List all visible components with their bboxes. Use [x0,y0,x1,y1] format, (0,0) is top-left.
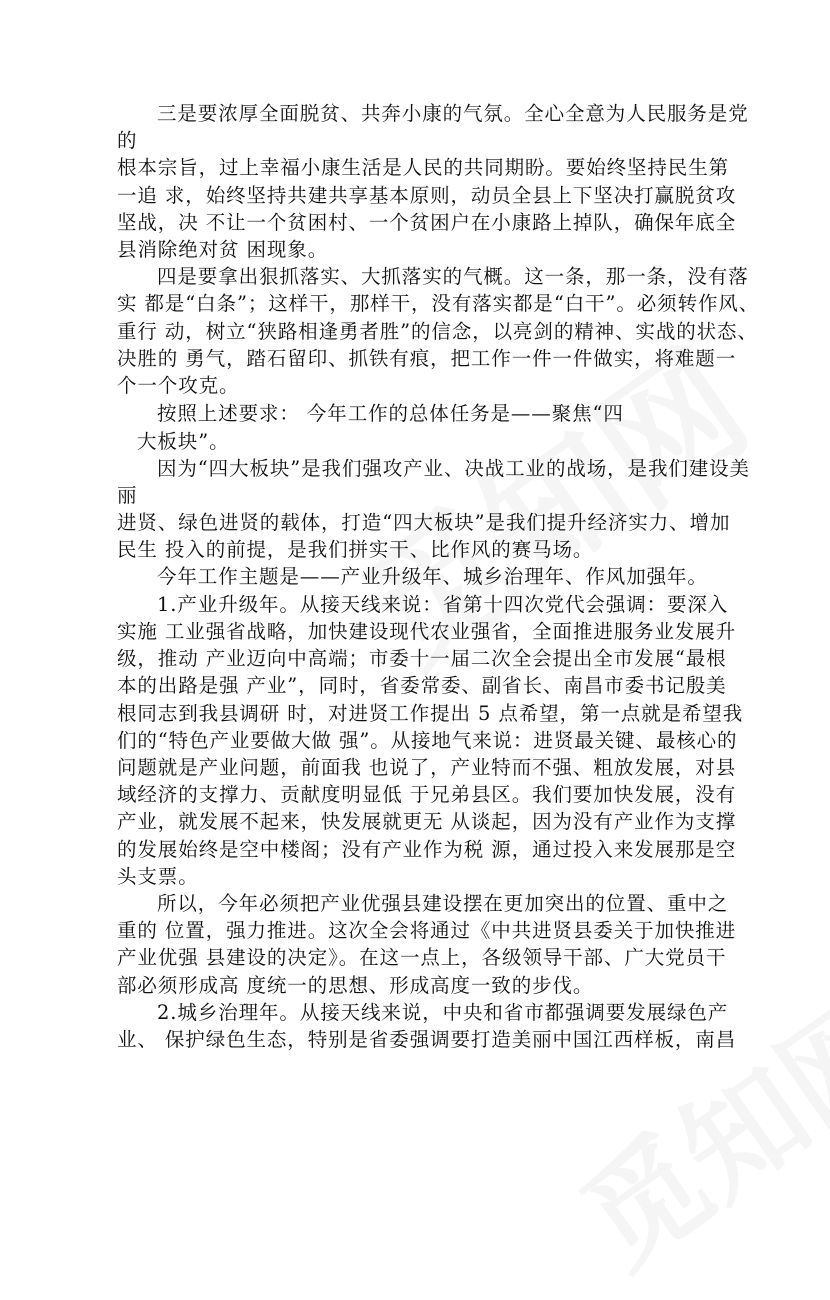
text-line: 根本宗旨，过上幸福小康生活是人民的共同期盼。要始终坚持民生第 [117,156,730,179]
text-line: 因为“四大板块”是我们强攻产业、决战工业的战场，是我们建设美 [157,457,750,480]
text-line: 的 [117,129,138,152]
text-line: 级，推动 产业迈向中高端；市委十一届二次全会提出全市发展“最根 [117,647,727,670]
text-line: 1.产业升级年。从接天线来说：省第十四次党代会强调：要深入 [157,593,729,616]
text-line: 三是要浓厚全面脱贫、共奔小康的气氛。全心全意为人民服务是党 [157,102,749,125]
text-line: 个一个攻克。 [117,374,240,397]
text-line: 重行 动，树立“狭路相逢勇者胜”的信念，以亮剑的精神、实战的状态、 [117,320,758,343]
text-line: 进贤、绿色进贤的载体，打造“四大板块”是我们提升经济实力、增加 [117,511,731,534]
text-line: 四是要拿出狠抓落实、大抓落实的气概。这一条，那一条，没有落 [157,265,749,288]
text-line: 县消除绝对贫 困现象。 [117,238,329,261]
text-line: 民生 投入的前提，是我们拼实干、比作风的赛马场。 [117,538,594,561]
text-line: 产业，就发展不起来，快发展就更无 从谈起，因为没有产业作为支撑 [117,810,737,833]
text-line: 域经济的支撑力、贡献度明显低 于兄弟县区。我们要加快发展，没有 [117,783,737,806]
text-line: 头支票。 [117,865,199,888]
text-line: 本的出路是强 产业”，同时，省委常委、副省长、南昌市委书记殷美 [117,674,727,697]
text-line: 们的“特色产业要做大做 强”。从接地气来说：进贤最关键、最核心的 [117,729,738,752]
text-line: 按照上述要求： 今年工作的总体任务是——聚焦“四 [157,402,624,425]
text-line: 实施 工业强省战略，加快建设现代农业强省，全面推进服务业发展升 [117,620,737,643]
text-line: 产业优强 县建设的决定》。在这一点上，各级领导干部、广大党员干 [117,946,727,969]
text-line: 决胜的 勇气，踏石留印、抓铁有痕，把工作一件一件做实，将难题一 [117,347,737,370]
text-line: 一追 求，始终坚持共建共享基本原则，动员全县上下坚决打赢脱贫攻 [117,184,737,207]
text-line: 业、 保护绿色生态，特别是省委强调要打造美丽中国江西样板，南昌 [117,1028,737,1051]
text-line: 今年工作主题是——产业升级年、城乡治理年、作风加强年。 [157,565,708,588]
text-line: 根同志到我县调研 时，对进贤工作提出 5 点希望，第一点就是希望我 [117,702,744,725]
text-line: 丽 [117,484,138,507]
text-line: 问题就是产业问题，前面我 也说了，产业特而不强、粗放发展，对县 [117,756,737,779]
text-line: 的发展始终是空中楼阁；没有产业作为税 源，通过投入来发展那是空 [117,838,737,861]
text-line: 所以，今年必须把产业优强县建设摆在更加突出的位置、重中之 [157,892,729,915]
text-line: 2.城乡治理年。从接天线来说，中央和省市都强调要发展绿色产 [157,1001,729,1024]
text-line: 部必须形成高 度统一的思想、形成高度一致的步伐。 [117,974,594,997]
text-line: 坚战，决 不让一个贫困村、一个贫困户在小康路上掉队，确保年底全 [117,211,737,234]
text-line: 实 都是“白条”；这样干，那样干，没有落实都是“白干”。必须转作风、 [117,292,760,315]
text-line: 大板块”。 [137,430,230,453]
text-line: 重的 位置，强力推进。这次全会将通过《中共进贤县委关于加快推进 [117,919,737,942]
